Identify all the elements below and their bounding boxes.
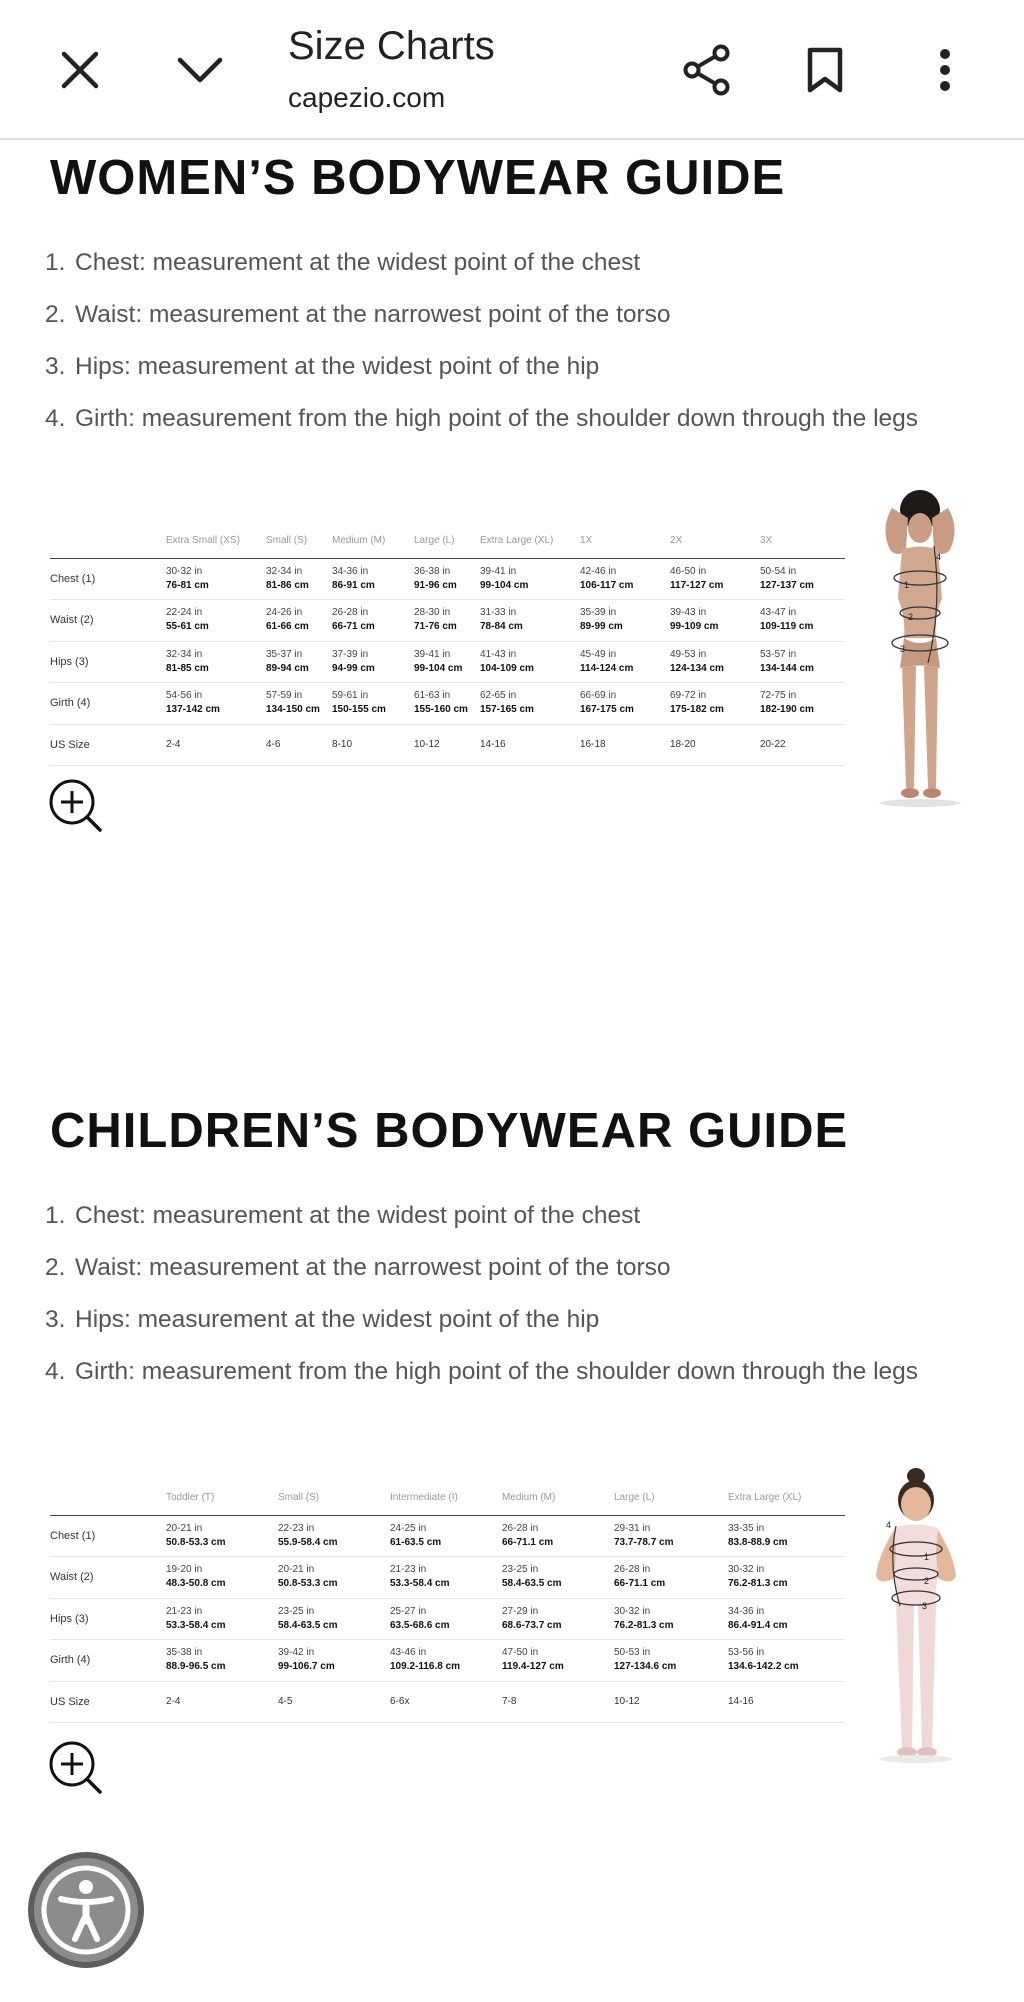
centimeters-value: 119.4-127 cm <box>502 1661 564 1673</box>
zoom-in-icon <box>48 1740 104 1796</box>
column-header: Large (L) <box>614 1481 728 1515</box>
list-item: 2. Waist: measurement at the narrowest point of the torso <box>45 1254 671 1281</box>
inches-value: 57-59 in <box>266 690 303 702</box>
column-header: 3X <box>760 524 845 558</box>
table-row <box>50 641 845 683</box>
inches-value: 31-33 in <box>480 607 517 619</box>
column-header: Medium (M) <box>502 1481 614 1515</box>
centimeters-value: 106-117 cm <box>580 579 634 591</box>
table-cell <box>414 683 480 725</box>
childrens-size-table <box>50 1481 845 1723</box>
centimeters-value: 48.3-50.8 cm <box>166 1578 226 1590</box>
table-row <box>50 1640 845 1682</box>
centimeters-value: 89-94 cm <box>266 662 309 674</box>
table-cell <box>278 1515 390 1557</box>
centimeters-value: 61-63.5 cm <box>390 1536 442 1548</box>
table-cell <box>166 1640 278 1682</box>
table-cell: 6-6x <box>390 1681 502 1723</box>
list-item: 1. Chest: measurement at the widest point of the chest <box>45 1202 641 1229</box>
more-vert-icon <box>938 48 952 92</box>
row-label: Hips (3) <box>50 1598 166 1640</box>
inches-value: 28-30 in <box>414 607 451 619</box>
table-cell <box>480 641 580 683</box>
centimeters-value: 175-182 cm <box>670 704 724 716</box>
row-label: Chest (1) <box>50 1515 166 1557</box>
centimeters-value: 155-160 cm <box>414 704 468 716</box>
table-cell <box>614 1598 728 1640</box>
table-cell: 14-16 <box>728 1681 845 1723</box>
inches-value: 50-53 in <box>614 1647 651 1659</box>
centimeters-value: 63.5-68.6 cm <box>390 1619 450 1631</box>
inches-value: 34-36 in <box>728 1605 765 1617</box>
table-cell <box>414 600 480 642</box>
table-row <box>50 1681 845 1723</box>
table-cell <box>166 683 266 725</box>
table-cell: 2-4 <box>166 724 266 766</box>
table-cell: 14-16 <box>480 724 580 766</box>
table-cell: 2-4 <box>166 1681 278 1723</box>
inches-value: 32-34 in <box>166 648 203 660</box>
table-cell <box>728 1598 845 1640</box>
table-cell <box>580 558 670 600</box>
table-cell <box>670 683 760 725</box>
childrens-guide-heading: CHILDREN’S BODYWEAR GUIDE <box>50 1104 849 1158</box>
more-options-button[interactable] <box>905 30 985 110</box>
centimeters-value: 81-85 cm <box>166 662 209 674</box>
table-cell <box>266 683 332 725</box>
inches-value: 39-42 in <box>278 1647 315 1659</box>
inches-value: 46-50 in <box>670 565 707 577</box>
share-button[interactable] <box>667 30 747 110</box>
table-cell: 4-6 <box>266 724 332 766</box>
centimeters-value: 83.8-88.9 cm <box>728 1536 788 1548</box>
centimeters-value: 134-150 cm <box>266 704 320 716</box>
table-cell <box>332 683 414 725</box>
inches-value: 30-32 in <box>728 1564 765 1576</box>
childrens-model-figure <box>850 1466 980 1766</box>
table-cell <box>390 1598 502 1640</box>
inches-value: 43-47 in <box>760 607 797 619</box>
inches-value: 22-23 in <box>278 1522 315 1534</box>
centimeters-value: 55-61 cm <box>166 621 209 633</box>
inches-value: 20-21 in <box>166 1522 203 1534</box>
centimeters-value: 76.2-81.3 cm <box>614 1619 674 1631</box>
table-row <box>50 1557 845 1599</box>
table-cell <box>480 600 580 642</box>
marker-1-label: 1 <box>924 1552 930 1562</box>
inches-value: 35-38 in <box>166 1647 203 1659</box>
inches-value: 39-41 in <box>480 565 517 577</box>
list-item: 1. Chest: measurement at the widest point of the chest <box>45 249 641 276</box>
inches-value: 27-29 in <box>502 1605 539 1617</box>
womens-model-figure <box>850 488 980 810</box>
page-title: Size Charts <box>288 24 495 68</box>
inches-value: 26-28 in <box>332 607 369 619</box>
table-cell <box>480 558 580 600</box>
inches-value: 45-49 in <box>580 648 617 660</box>
table-cell <box>332 641 414 683</box>
table-cell <box>266 558 332 600</box>
table-cell <box>502 1557 614 1599</box>
table-cell <box>614 1515 728 1557</box>
row-label: Hips (3) <box>50 641 166 683</box>
table-cell <box>760 641 845 683</box>
inches-value: 53-56 in <box>728 1647 765 1659</box>
table-cell <box>728 1515 845 1557</box>
column-header: Small (S) <box>278 1481 390 1515</box>
list-item: 4. Girth: measurement from the high point of the shoulder down through the legs <box>45 1358 919 1385</box>
list-item: 2. Waist: measurement at the narrowest point of the torso <box>45 301 671 328</box>
inches-value: 66-69 in <box>580 690 617 702</box>
column-header <box>50 524 166 558</box>
table-cell: 7-8 <box>502 1681 614 1723</box>
table-cell <box>166 600 266 642</box>
womens-zoom-button[interactable] <box>48 778 104 834</box>
inches-value: 24-25 in <box>390 1522 427 1534</box>
table-cell <box>166 1557 278 1599</box>
centimeters-value: 66-71 cm <box>332 621 375 633</box>
table-cell <box>278 1557 390 1599</box>
table-cell <box>166 1598 278 1640</box>
inches-value: 26-28 in <box>614 1564 651 1576</box>
table-cell <box>414 641 480 683</box>
centimeters-value: 86-91 cm <box>332 579 375 591</box>
centimeters-value: 66-71.1 cm <box>614 1578 666 1590</box>
table-cell <box>502 1515 614 1557</box>
close-button[interactable] <box>40 30 120 110</box>
row-label: Girth (4) <box>50 683 166 725</box>
centimeters-value: 114-124 cm <box>580 662 634 674</box>
inches-value: 42-46 in <box>580 565 617 577</box>
column-header: Extra Large (XL) <box>480 524 580 558</box>
centimeters-value: 88.9-96.5 cm <box>166 1661 226 1673</box>
inches-value: 21-23 in <box>166 1605 203 1617</box>
marker-2-label: 2 <box>908 612 914 622</box>
centimeters-value: 94-99 cm <box>332 662 375 674</box>
inches-value: 43-46 in <box>390 1647 427 1659</box>
centimeters-value: 99-106.7 cm <box>278 1661 335 1673</box>
row-label: Chest (1) <box>50 558 166 600</box>
centimeters-value: 91-96 cm <box>414 579 457 591</box>
table-cell <box>760 600 845 642</box>
inches-value: 61-63 in <box>414 690 451 702</box>
centimeters-value: 127-137 cm <box>760 579 814 591</box>
column-header: Large (L) <box>414 524 480 558</box>
table-cell <box>760 558 845 600</box>
inches-value: 19-20 in <box>166 1564 203 1576</box>
inches-value: 26-28 in <box>502 1522 539 1534</box>
centimeters-value: 61-66 cm <box>266 621 309 633</box>
inches-value: 20-21 in <box>278 1564 315 1576</box>
centimeters-value: 134-144 cm <box>760 662 814 674</box>
column-header: Toddler (T) <box>166 1481 278 1515</box>
table-cell <box>390 1557 502 1599</box>
column-header: Small (S) <box>266 524 332 558</box>
centimeters-value: 167-175 cm <box>580 704 634 716</box>
centimeters-value: 150-155 cm <box>332 704 386 716</box>
table-cell: 10-12 <box>614 1681 728 1723</box>
marker-3-label: 3 <box>922 1601 928 1611</box>
table-cell <box>728 1640 845 1682</box>
row-label: US Size <box>50 1681 166 1723</box>
centimeters-value: 157-165 cm <box>480 704 534 716</box>
list-item: 4. Girth: measurement from the high point of the shoulder down through the legs <box>45 405 919 432</box>
table-cell: 20-22 <box>760 724 845 766</box>
inches-value: 54-56 in <box>166 690 203 702</box>
close-icon <box>60 50 100 90</box>
inches-value: 72-75 in <box>760 690 797 702</box>
centimeters-value: 99-104 cm <box>480 579 529 591</box>
centimeters-value: 76.2-81.3 cm <box>728 1578 788 1590</box>
table-cell: 4-5 <box>278 1681 390 1723</box>
inches-value: 32-34 in <box>266 565 303 577</box>
accessibility-button[interactable] <box>28 1852 144 1968</box>
inches-value: 41-43 in <box>480 648 517 660</box>
table-cell: 8-10 <box>332 724 414 766</box>
table-row <box>50 558 845 600</box>
page-options-button[interactable] <box>160 30 240 110</box>
table-row <box>50 724 845 766</box>
column-header: Extra Large (XL) <box>728 1481 845 1515</box>
table-cell <box>390 1640 502 1682</box>
table-cell <box>166 1515 278 1557</box>
app-bar <box>0 0 1024 140</box>
table-cell <box>278 1598 390 1640</box>
row-label: Girth (4) <box>50 1640 166 1682</box>
accessibility-icon <box>39 1863 133 1957</box>
table-cell <box>580 683 670 725</box>
table-cell <box>414 558 480 600</box>
column-header: Medium (M) <box>332 524 414 558</box>
centimeters-value: 137-142 cm <box>166 704 220 716</box>
inches-value: 23-25 in <box>502 1564 539 1576</box>
table-cell <box>614 1640 728 1682</box>
inches-value: 24-26 in <box>266 607 303 619</box>
row-label: US Size <box>50 724 166 766</box>
centimeters-value: 134.6-142.2 cm <box>728 1661 799 1673</box>
marker-4-label: 4 <box>936 552 942 562</box>
table-cell <box>480 683 580 725</box>
table-cell <box>670 600 760 642</box>
table-cell <box>580 600 670 642</box>
table-cell: 18-20 <box>670 724 760 766</box>
centimeters-value: 81-86 cm <box>266 579 309 591</box>
childrens-measurement-list <box>45 1201 965 1409</box>
table-cell <box>332 558 414 600</box>
marker-1-label: 1 <box>904 580 910 590</box>
table-cell <box>580 641 670 683</box>
centimeters-value: 99-104 cm <box>414 662 463 674</box>
childrens-size-chart <box>50 1481 845 1723</box>
bookmark-icon <box>805 46 845 94</box>
centimeters-value: 66-71.1 cm <box>502 1536 554 1548</box>
column-header: Extra Small (XS) <box>166 524 266 558</box>
chevron-down-icon <box>176 55 224 85</box>
womens-size-chart <box>50 524 845 766</box>
centimeters-value: 53.3-58.4 cm <box>166 1619 226 1631</box>
inches-value: 50-54 in <box>760 565 797 577</box>
inches-value: 35-39 in <box>580 607 617 619</box>
inches-value: 30-32 in <box>614 1605 651 1617</box>
zoom-in-icon <box>48 778 104 834</box>
childrens-zoom-button[interactable] <box>48 1740 104 1796</box>
inches-value: 35-37 in <box>266 648 303 660</box>
marker-3-label: 3 <box>900 644 906 654</box>
centimeters-value: 124-134 cm <box>670 662 724 674</box>
table-cell <box>670 558 760 600</box>
centimeters-value: 127-134.6 cm <box>614 1661 677 1673</box>
table-row <box>50 1598 845 1640</box>
centimeters-value: 89-99 cm <box>580 621 623 633</box>
centimeters-value: 99-109 cm <box>670 621 719 633</box>
table-row <box>50 1515 845 1557</box>
table-cell <box>728 1557 845 1599</box>
centimeters-value: 117-127 cm <box>670 579 724 591</box>
column-header: Intermediate (I) <box>390 1481 502 1515</box>
inches-value: 47-50 in <box>502 1647 539 1659</box>
inches-value: 53-57 in <box>760 648 797 660</box>
table-cell <box>502 1640 614 1682</box>
womens-measurement-list <box>45 248 965 456</box>
centimeters-value: 109.2-116.8 cm <box>390 1661 461 1673</box>
table-cell: 10-12 <box>414 724 480 766</box>
inches-value: 34-36 in <box>332 565 369 577</box>
womens-guide-heading: WOMEN’S BODYWEAR GUIDE <box>50 151 786 205</box>
page-url: capezio.com <box>288 82 446 113</box>
column-header: 2X <box>670 524 760 558</box>
table-header-row <box>50 524 845 558</box>
inches-value: 21-23 in <box>390 1564 427 1576</box>
inches-value: 36-38 in <box>414 565 451 577</box>
centimeters-value: 53.3-58.4 cm <box>390 1578 450 1590</box>
inches-value: 69-72 in <box>670 690 707 702</box>
list-item: 3. Hips: measurement at the widest point of the hip <box>45 353 600 380</box>
row-label: Waist (2) <box>50 600 166 642</box>
table-cell <box>278 1640 390 1682</box>
inches-value: 29-31 in <box>614 1522 651 1534</box>
marker-4-label: 4 <box>886 1520 892 1530</box>
inches-value: 49-53 in <box>670 648 707 660</box>
table-cell: 16-18 <box>580 724 670 766</box>
inches-value: 25-27 in <box>390 1605 427 1617</box>
table-cell <box>166 558 266 600</box>
marker-2-label: 2 <box>924 1576 930 1586</box>
share-icon <box>681 44 733 96</box>
inches-value: 30-32 in <box>166 565 203 577</box>
womens-size-table <box>50 524 845 766</box>
centimeters-value: 58.4-63.5 cm <box>502 1578 562 1590</box>
centimeters-value: 50.8-53.3 cm <box>278 1578 338 1590</box>
centimeters-value: 182-190 cm <box>760 704 814 716</box>
table-cell <box>266 641 332 683</box>
inches-value: 62-65 in <box>480 690 517 702</box>
inches-value: 39-43 in <box>670 607 707 619</box>
centimeters-value: 58.4-63.5 cm <box>278 1619 338 1631</box>
table-row <box>50 600 845 642</box>
column-header <box>50 1481 166 1515</box>
centimeters-value: 71-76 cm <box>414 621 457 633</box>
table-cell <box>760 683 845 725</box>
centimeters-value: 78-84 cm <box>480 621 523 633</box>
centimeters-value: 55.9-58.4 cm <box>278 1536 338 1548</box>
inches-value: 39-41 in <box>414 648 451 660</box>
bookmark-button[interactable] <box>785 30 865 110</box>
centimeters-value: 86.4-91.4 cm <box>728 1619 788 1631</box>
centimeters-value: 109-119 cm <box>760 621 814 633</box>
inches-value: 23-25 in <box>278 1605 315 1617</box>
list-item: 3. Hips: measurement at the widest point of the hip <box>45 1306 600 1333</box>
row-label: Waist (2) <box>50 1557 166 1599</box>
table-cell <box>266 600 332 642</box>
table-cell <box>670 641 760 683</box>
table-cell <box>166 641 266 683</box>
centimeters-value: 68.6-73.7 cm <box>502 1619 562 1631</box>
centimeters-value: 73.7-78.7 cm <box>614 1536 674 1548</box>
table-cell <box>502 1598 614 1640</box>
table-cell <box>332 600 414 642</box>
centimeters-value: 50.8-53.3 cm <box>166 1536 226 1548</box>
table-row <box>50 683 845 725</box>
column-header: 1X <box>580 524 670 558</box>
centimeters-value: 76-81 cm <box>166 579 209 591</box>
inches-value: 22-24 in <box>166 607 203 619</box>
inches-value: 59-61 in <box>332 690 369 702</box>
table-header-row <box>50 1481 845 1515</box>
table-cell <box>614 1557 728 1599</box>
table-cell <box>390 1515 502 1557</box>
inches-value: 33-35 in <box>728 1522 765 1534</box>
centimeters-value: 104-109 cm <box>480 662 534 674</box>
inches-value: 37-39 in <box>332 648 369 660</box>
